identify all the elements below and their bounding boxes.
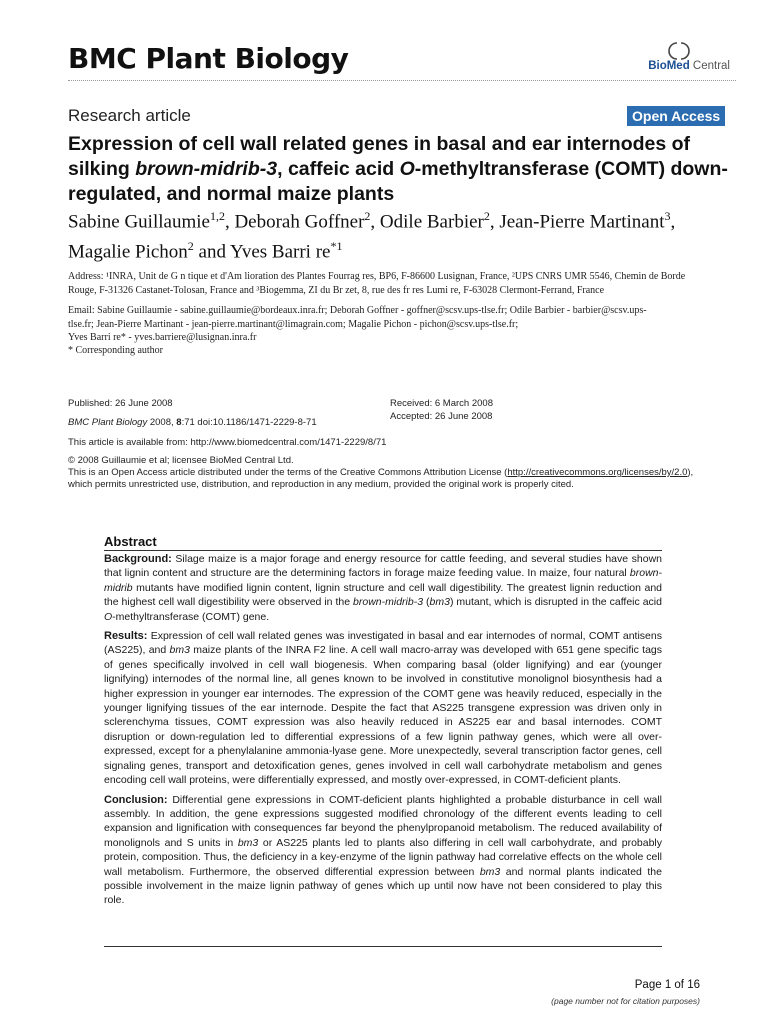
email-line: tlse.fr; Jean-Pierre Martinant - jean-pierre.martinant@limagrain.com; Magalie Pichon - pichon@scsv.ups-tlse.fr; bbox=[68, 318, 519, 330]
italic-term: O bbox=[399, 158, 415, 180]
author-affiliation-marker: 2 bbox=[364, 209, 371, 223]
author-affiliation-marker: 3 bbox=[664, 209, 671, 223]
author-affiliation-marker: 2 bbox=[483, 209, 490, 223]
text-run: -methyltransferase (COMT) down-regulated, and normal maize plants bbox=[68, 158, 728, 205]
results-label: Results: bbox=[104, 630, 148, 643]
journal-header bbox=[68, 40, 736, 81]
citation-line: BMC Plant Biology 2008, 8:71 doi:10.1186/1471-2229-8-71 bbox=[68, 417, 317, 428]
author-name: Sabine Guillaumie bbox=[68, 211, 210, 233]
page-number: Page 1 of 16 bbox=[634, 979, 700, 991]
italic-term: bm3 bbox=[479, 865, 501, 878]
italic-term: brown-midrib bbox=[104, 567, 662, 594]
article-title bbox=[68, 132, 738, 207]
author-name: Deborah Goffner bbox=[234, 211, 365, 233]
conclusion-label: Conclusion: bbox=[104, 793, 168, 806]
abstract-heading: Abstract bbox=[104, 534, 662, 551]
license-link[interactable]: http://creativecommons.org/licenses/by/2.0 bbox=[507, 467, 688, 478]
author-affiliation-marker: *1 bbox=[330, 239, 343, 254]
text-run: -methyltransferase (COMT) gene. bbox=[112, 610, 270, 623]
page-number-note: (page number not for citation purposes) bbox=[551, 996, 700, 1006]
citation-volume: 8 bbox=[176, 417, 182, 428]
author-name: Magalie Pichon bbox=[68, 241, 188, 263]
publisher-name: BioMed Central bbox=[648, 60, 730, 72]
open-access-badge: Open Access bbox=[627, 106, 725, 126]
text-run: or AS225 plants led to plants also differing in cell wall carbohydrate, and probably protein, composition. Thus, the deficiency in a key-enzyme of the lignin pathway had correlative effects on the whole cell wall metabolism. Furthermore, the observed differential expression between bbox=[104, 836, 663, 878]
author-name: Yves Barri re bbox=[230, 241, 331, 263]
italic-term: bm3 bbox=[429, 596, 450, 609]
corresponding-author-note: * Corresponding author bbox=[68, 345, 163, 356]
text-run: Differential gene expressions in COMT-deficient plants highlighted a probable disturbance in cell wall assembly. In addition, the gene expressions suggested modified chronology of the different events leading to cell expansion and lignification with consequences far beyond the phenylpropanoid metabolism. The reduced availability of monolignols and S units in bbox=[104, 793, 662, 849]
italic-term: brown-midrib-3 bbox=[135, 158, 278, 180]
abstract-background bbox=[104, 552, 662, 624]
journal-title: BMC Plant Biology bbox=[68, 42, 349, 75]
text-run: Silage maize is a major forage and energy resource for cattle feeding, and several studies have shown that lignin content and structure are the determining factors in forage maize feeding value. In maize, four natural bbox=[104, 553, 662, 580]
italic-term: O bbox=[104, 610, 113, 623]
author-affiliation-marker: 2 bbox=[187, 239, 194, 254]
abstract-section bbox=[104, 534, 662, 913]
text-run: maize plants of the INRA F2 line. A cell wall macro-array was developed with 651 gene specific tags of genes specifically involved in cell wall biogenesis. When comparing basal (older lignifying) and ear (younger lignifying) internodes of the normal line, all genes known to be involved in constitutive monolignol biosynthesis had a higher expression in younger ear internodes. The expression of the COMT gene was heavily reduced, especially in the younger lignifying tissues of the ear internode. Despite the fact that AS225 transgene expression was driven only in sclerenchyma tissues, COMT expression was also heavily reduced in AS225 ear and basal internodes. COMT disruption or down-regulation led to differential expressions of a few lignin pathway genes, which were all over-expressed, except for a phenylalanine ammonia-lyase gene. More unexpectedly, several transcription factor genes, cell signaling genes, transport and detoxification genes, genes involved in cell wall carbohydrate metabolism and genes encoding cell wall proteins, were differentially expressed, and mostly over-expressed, in COMT-deficient plants. bbox=[104, 644, 662, 787]
publisher-logo bbox=[616, 40, 736, 76]
italic-term: brown-midrib-3 bbox=[353, 596, 424, 609]
license-line: This is an Open Access article distributed under the terms of the Creative Commons Attribution License (http://creativecommons.org/licenses/by/2.0), bbox=[68, 467, 694, 478]
text-run: ( bbox=[423, 596, 430, 609]
author-affiliation-marker: 1,2 bbox=[209, 209, 225, 223]
citation-journal: BMC Plant Biology bbox=[68, 417, 148, 428]
article-type: Research article bbox=[68, 106, 191, 125]
text-run: and normal plants indicated the possible involvement in the maize lignin pathway of genes which up until now have not been considered to play this role. bbox=[104, 865, 662, 907]
email-line: Email: Sabine Guillaumie - sabine.guillaumie@bordeaux.inra.fr; Deborah Goffner - goffner@scsv.ups-tlse.fr; Odile Barbier - barbier@scsv.ups- bbox=[68, 305, 647, 316]
text-run: mutants have modified lignin content, lignin structure and cell wall digestibility. The greatest lignin reduction and the highest cell wall digestibility were observed in the bbox=[104, 581, 662, 609]
abstract-results bbox=[104, 629, 662, 787]
article-url-line[interactable]: This article is available from: http://www.biomedcentral.com/1471-2229/8/71 bbox=[68, 437, 387, 448]
license-line-2: which permits unrestricted use, distribution, and reproduction in any medium, provided the original work is properly cited. bbox=[68, 479, 574, 490]
received-date: Received: 6 March 2008 bbox=[390, 398, 493, 409]
author-name: Jean-Pierre Martinant bbox=[499, 211, 665, 233]
text-run: Expression of cell wall related genes in basal and ear internodes of silking bbox=[68, 133, 691, 180]
author-name: Odile Barbier bbox=[379, 211, 484, 233]
published-date: Published: 26 June 2008 bbox=[68, 398, 173, 409]
email-line: Yves Barri re* - yves.barriere@lusignan.inra.fr bbox=[68, 332, 257, 343]
copyright-line: © 2008 Guillaumie et al; licensee BioMed Central Ltd. bbox=[68, 455, 294, 466]
publisher-logo-icon bbox=[668, 40, 690, 62]
author-addresses: Address: ¹INRA, Unit de G n tique et d'Am lioration des Plantes Fourrag res, BP6, F-86600 Lusignan, France, ²UPS CNRS UMR 5546, Chemin de Borde Rouge, F-31326 Castanet-Tolosan, France and ³Biogemma, ZI du Br zet, 8, rue des fr res Lumi re, F-63028 Clermont-Ferrand, France bbox=[68, 271, 686, 296]
italic-term: bm3 bbox=[237, 836, 259, 849]
italic-term: bm3 bbox=[169, 644, 190, 657]
accepted-date: Accepted: 26 June 2008 bbox=[390, 411, 493, 422]
text-run: ) mutant, which is disrupted in the caffeic acid bbox=[449, 596, 662, 609]
abstract-bottom-rule bbox=[104, 946, 662, 947]
text-run: Expression of cell wall related genes was investigated in basal and ear internodes of normal, COMT antisens (AS225), and bbox=[104, 630, 662, 657]
background-label: Background: bbox=[104, 553, 172, 565]
abstract-conclusion bbox=[104, 793, 662, 908]
author-emails bbox=[68, 304, 704, 345]
author-list: Sabine Guillaumie$^{1,2}$, Deborah Goffner$^2$, Odile Barbier$^2$, Jean-Pierre Martinant$^3$, Magalie Pichon$^2$ and Yves Barri $re^{*1}$ bbox=[68, 209, 676, 263]
text-run: , caffeic acid bbox=[277, 158, 400, 180]
